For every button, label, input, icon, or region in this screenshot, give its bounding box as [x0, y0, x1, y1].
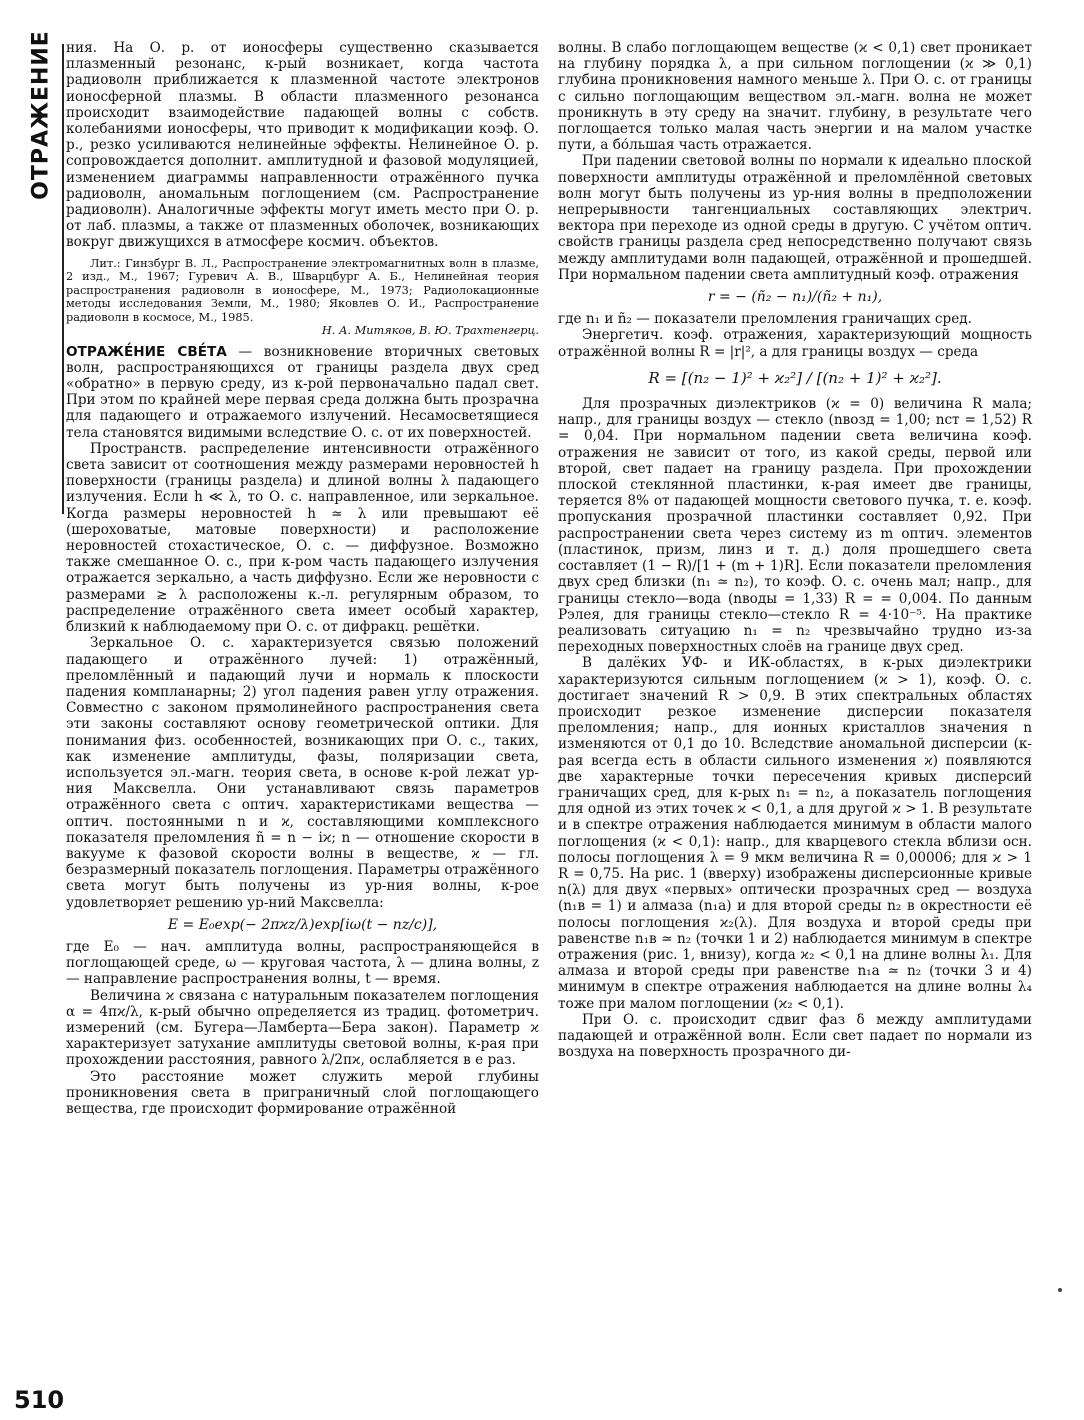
paragraph: Энергетич. коэф. отражения, характеризующий мощность отражённой волны R = |r|², а для границы воздух — среда: [558, 327, 1032, 360]
paragraph: Величина ϰ связана с натуральным показателем поглощения α = 4πϰ/λ, к-рый обычно определяется из традиц. фотометрич. измерений (см. Бугера—Ламберта—Бера закон). Параметр ϰ характеризует затухание амплитуды световой волны, к-рая при прохождении расстояния, равного λ/2πϰ, ослабляется в e раз.: [66, 987, 539, 1069]
paragraph: В далёких УФ- и ИК-областях, в к-рых диэлектрики характеризуются сильным поглощением (ϰ > 1), коэф. О. с. достигает значений R > 0,9. В этих спектральных областях происходит резкое изменение дисперсии показателя преломления; напр., для ионных кристаллов значения n изменяются от 0,1 до 10. Вследствие аномальной дисперсии (к-рая всегда есть в области сильного изменения ϰ) появляются две характерные точки пересечения кривых дисперсий граничащих сред, для к-рых n₁ = n₂, а показатель поглощения для одной из этих точек ϰ < 0,1, а для другой ϰ > 1. В результате и в спектре отражения наблюдается минимум в области малого поглощения (ϰ < 0,1): напр., для кварцевого стекла вблизи осн. полосы поглощения λ = 9 мкм величина R = 0,00006; для ϰ > 1 R = 0,75. На рис. 1 (вверху) изображены дисперсионные кривые n(λ) для двух «первых» оптически прозрачных сред — воздуха (n₁в = 1) и алмаза (n₁а) и для второй среды n₂ в окрестности её полосы поглощения ϰ₂(λ). Для воздуха и второй среды при равенстве n₁в ≃ n₂ (точки 1 и 2) наблюдается минимум в спектре отражения (рис. 1, внизу), когда ϰ₂ < 0,1 на длине волны λ₁. Для алмаза и второй среды при равенстве n₁а ≃ n₂ (точки 3 и 4) минимум в спектре отражения наблюдается на длине волны λ₄ тоже при малом поглощении (ϰ₂ < 0,1).: [558, 655, 1032, 1012]
paragraph: При падении световой волны по нормали к идеально плоской поверхности амплитуды отражённой и преломлённой световых волн могут быть получены из ур-ния волны в предположении непрерывности тангенциальных составляющих электрич. вектора при переходе из одной среды в другую. С учётом оптич. свойств границы раздела сред непосредственно получают связь между амплитудами волн падающей, отражённой и прошедшей. При нормальном падении света амплитудный коэф. отражения: [558, 153, 1032, 283]
paragraph: Зеркальное О. с. характеризуется связью положений падающего и отражённого лучей: 1) отражённый, преломлённый и падающий лучи и нормаль к плоскости падения компланарны; 2) угол падения равен углу отражения. Совместно с законом прямолинейного распространения света эти законы составляют основу геометрической оптики. Для понимания физ. особенностей, возникающих при О. с., таких, как изменение амплитуды, фазы, поляризации света, используется эл.-магн. теория света, в основе к-рой лежат ур-ния Максвелла. Они устанавливают связь параметров отражённого света с оптич. характеристиками вещества — оптич. постоянными n и ϰ, составляющими комплексного показателя преломления ñ = n − iϰ; n — отношение скорости в вакууме к фазовой скорости волны в веществе, ϰ — гл. безразмерный показатель поглощения. Параметры отражённого света могут быть получены из ур-ния волны, к-рое удовлетворяет решению ур-ний Максвелла:: [66, 635, 539, 911]
paragraph: Это расстояние может служить мерой глубины проникновения света в приграничный слой поглощающего вещества, где происходит формирование отражённой: [66, 1068, 539, 1117]
paragraph: волны. В слабо поглощающем веществе (ϰ < 0,1) свет проникает на глубину порядка λ, а при сильном поглощении (ϰ ≫ 0,1) глубина проникновения намного меньше λ. При О. с. от границы с сильно поглощающим веществом эл.-магн. волна не может проникнуть в эту среду на значит. глубину, в результате чего поглощается только малая часть энергии и на малом участке пути, а бо́льшая часть отражается.: [558, 40, 1032, 154]
paragraph: Для прозрачных диэлектриков (ϰ = 0) величина R мала; напр., для границы воздух — стекло (nвозд = 1,00; nст = 1,52) R = 0,04. При нормальном падении света величина коэф. отражения не зависит от того, из какой среды, первой или второй, свет падает на границу раздела. При прохождении плоской стеклянной пластинки, к-рая имеет две границы, теряется 8% от падающей мощности светового пучка, т. е. коэф. пропускания прозрачной пластинки составляет 0,92. При распространении света через систему из m оптич. элементов (пластинок, призм, линз и т. д.) доля прошедшего света составляет (1 − R)/[1 + (m + 1)R]. Если показатели преломления двух сред близки (n₁ ≃ n₂), то коэф. О. с. очень мал; напр., для границы стекло—вода (nводы = 1,33) R = = 0,004. По данным Рэлея, для границы стекло—стекло R = 4·10⁻⁵. На практике реализовать ситуацию n₁ = n₂ чрезвычайно трудно из-за переходных поверхностных слоёв на границе двух сред.: [558, 396, 1032, 656]
formula-amplitude-reflection: r = − (ñ₂ − n₁)/(ñ₂ + n₁),: [707, 289, 883, 306]
entry-marker-bar: [62, 44, 64, 514]
running-head: [26, 30, 56, 200]
running-head-text: ОТРАЖЕНИЕ: [28, 30, 54, 200]
entry-definition: — возникновение вторичных световых волн, распространяющихся от границы раздела двух сред «обратно» в первую среду, из к-рой первоначально падал свет. При этом по крайней мере первая среда должна быть прозрачна для падающего и отражаемого излучений. Несамосветящиеся тела становятся видимыми вследствие О. с. от их поверхностей.: [66, 343, 539, 441]
literature-authors: Н. А. Митяков, В. Ю. Трахтенгерц.: [321, 324, 539, 338]
paragraph: ния. На О. р. от ионосферы существенно сказывается плазменный резонанс, к-рый возникает, когда частота радиоволн приближается к плазменной частоте электронов ионосферной плазмы. В области плазменного резонанса происходит взаимодействие падающей волны с собств. колебаниями ионосферы, что приводит к модификации коэф. О. р., резко усиливаются нелинейные эффекты. Нелинейное О. р. сопровождается дополнит. амплитудной и фазовой модуляцией, изменением диаграммы направленности отражённого пучка радиоволн, аномальным поглощением (см. Распространение радиоволн). Аналогичные эффекты могут иметь место при О. р. от лаб. плазмы, а также от плазменных оболочек, возникающих вокруг движущихся в атмосфере космич. объектов.: [66, 40, 539, 251]
formula-wave: E = E₀exp(− 2πϰz/λ)exp[iω(t − nz/c)],: [167, 916, 438, 933]
formula-energy-reflection: R = [(n₂ − 1)² + ϰ₂²] / [(n₂ + 1)² + ϰ₂²].: [648, 368, 942, 387]
paragraph: При О. с. происходит сдвиг фаз δ между амплитудами падающей и отражённой волн. Если свет падает по нормали из воздуха на поверхность прозрачного ди-: [558, 1011, 1032, 1061]
paragraph: где E₀ — нач. амплитуда волны, распространяющейся в поглощающей среде, ω — круговая частота, λ — длина волны, z — направление распространения волны, t — время.: [66, 938, 539, 988]
right-column: [558, 40, 1032, 1060]
left-column: [66, 40, 539, 1117]
entry-title: ОТРАЖЕ́НИЕ СВЕ́ТА: [66, 343, 227, 360]
scan-mark: [1058, 1288, 1062, 1292]
paragraph: где n₁ и ñ₂ — показатели преломления граничащих сред.: [558, 311, 972, 328]
literature-list: Лит.: Гинзбург В. Л., Распространение электромагнитных волн в плазме, 2 изд., М., 1967; Гуревич А. В., Шварцбург А. Б., Нелинейная теория распространения радиоволн в ионосфере, М., 1973; Радиолокационные методы исследования Земли, М., 1980; Яковлев О. И., Распространение радиоволн в космосе, М., 1985.: [66, 256, 539, 324]
paragraph: Пространств. распределение интенсивности отражённого света зависит от соотношения между размерами неровностей h поверхности (границы раздела) и длиной волны λ падающего излучения. Если h ≪ λ, то О. с. направленное, или зеркальное. Когда размеры неровностей h ≃ λ или превышают её (шероховатые, матовые поверхности) и расположение неровностей стохастическое, О. с. — диффузное. Возможно также смешанное О. с., при к-ром часть падающего излучения отражается зеркально, а часть диффузно. Если же неровности с размерами ≳ λ расположены к.-л. регулярным образом, то распределение отражённого света имеет особый характер, близкий к наблюдаемому при О. с. от дифракц. решётки.: [66, 440, 539, 636]
page-number: 510: [14, 1386, 65, 1414]
entry-paragraph: [66, 344, 539, 441]
